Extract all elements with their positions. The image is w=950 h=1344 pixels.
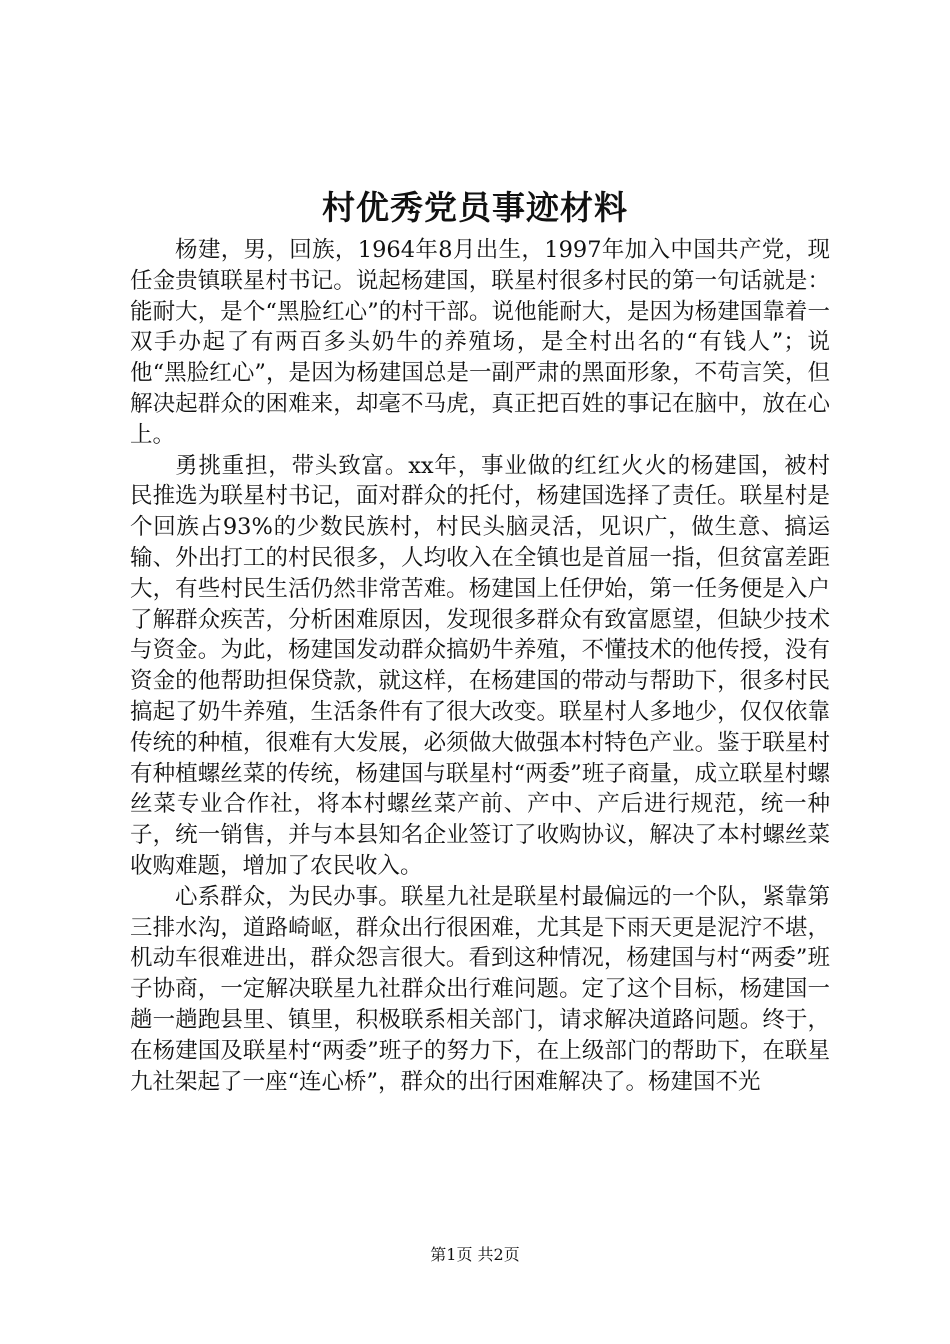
page-footer: 第1页 共2页: [430, 1245, 520, 1264]
document-body: [130, 235, 830, 1097]
paragraph: 心系群众，为民办事。联星九社是联星村最偏远的一个队，紧靠第三排水沟，道路崎岖，群众出行很困难，尤其是下雨天更是泥泞不堪，机动车很难进出，群众怨言很大。看到这种情况，杨建国与村“两委”班子协商，一定解决联星九社群众出行难问题。定了这个目标，杨建国一趟一趟跑县里、镇里，积极联系相关部门，请求解决道路问题。终于，在杨建国及联星村“两委”班子的努力下，在上级部门的帮助下，在联星九社架起了一座“连心桥”，群众的出行困难解决了。杨建国不光: [130, 883, 830, 1095]
paragraph: 杨建，男，回族，1964年8月出生，1997年加入中国共产党，现任金贵镇联星村书记。说起杨建国，联星村很多村民的第一句话就是：能耐大，是个“黑脸红心”的村干部。说他能耐大，是因为杨建国靠着一双手办起了有两百多头奶牛的养殖场，是全村出名的“有钱人”；说他“黑脸红心”，是因为杨建国总是一副严肃的黑面形象，不苟言笑，但解决起群众的困难来，却毫不马虎，真正把百姓的事记在脑中，放在心上。: [130, 237, 830, 448]
paragraph: 勇挑重担，带头致富。xx年，事业做的红红火火的杨建国，被村民推选为联星村书记，面对群众的托付，杨建国选择了责任。联星村是个回族占93%的少数民族村，村民头脑灵活，见识广，做生意、搞运输、外出打工的村民很多，人均收入在全镇也是首屈一指，但贫富差距大，有些村民生活仍然非常苦难。杨建国上任伊始，第一任务便是入户了解群众疾苦，分析困难原因，发现很多群众有致富愿望，但缺少技术与资金。为此，杨建国发动群众搞奶牛养殖，不懂技术的他传授，没有资金的他帮助担保贷款，就这样，在杨建国的带动与帮助下，很多村民搞起了奶牛养殖，生活条件有了很大改变。联星村人多地少，仅仅依靠传统的种植，很难有大发展，必须做大做强本村特色产业。鉴于联星村有种植螺丝菜的传统，杨建国与联星村“两委”班子商量，成立联星村螺丝菜专业合作社，将本村螺丝菜产前、产中、产后进行规范，统一种子，统一销售，并与本县知名企业签订了收购协议，解决了本村螺丝菜收购难题，增加了农民收入。: [130, 452, 830, 879]
document-title: 村优秀党员事迹材料: [322, 188, 628, 227]
